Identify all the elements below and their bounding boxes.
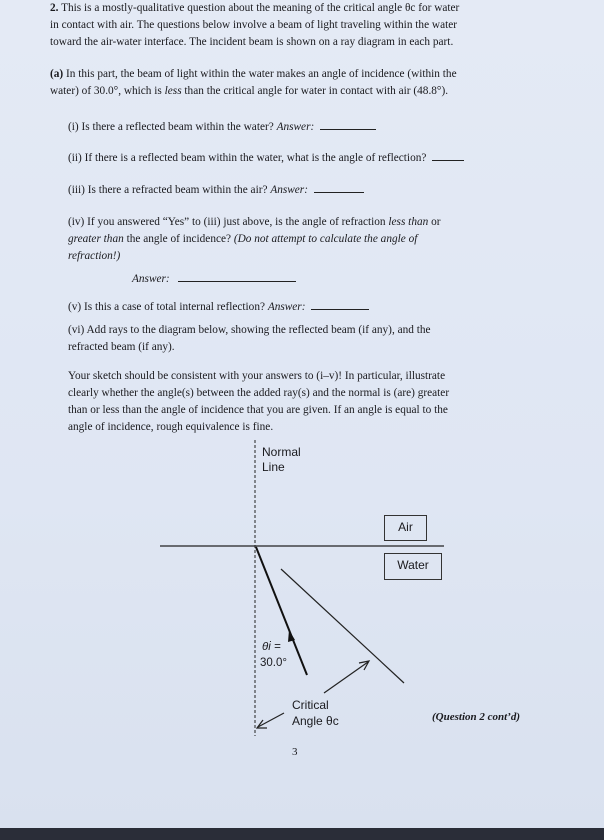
question-text: the angle of incidence? [123, 233, 234, 245]
question-emphasis: less than [388, 216, 429, 228]
question-text: (iii) Is there a refracted beam within the air? [68, 184, 271, 196]
question-note: refraction!) [68, 250, 121, 262]
theta-i-label: θi = [262, 641, 281, 653]
critical-label-1: Critical [292, 698, 329, 712]
question-text: or [428, 216, 441, 228]
theta-i-value: 30.0° [260, 657, 287, 669]
answer-label: Answer: [276, 121, 315, 133]
intro-text: This is a mostly-qualitative question about the meaning of the critical angle θc for water [61, 2, 460, 14]
question-text: (iv) If you answered “Yes” to (iii) just above, is the angle of refraction [68, 216, 389, 228]
question-emphasis: greater than [68, 233, 124, 245]
question-text: (i) Is there a reflected beam within the water? [68, 121, 277, 133]
critical-pointer-arrow [324, 662, 368, 693]
instructions-line-1: Your sketch should be consistent with your answers to (i–v)! In particular, illustrate [68, 370, 446, 382]
instructions-line-4: angle of incidence, rough equivalence is fine. [68, 421, 274, 433]
part-a-emphasis: less [164, 85, 182, 97]
normal-label-2: Line [262, 460, 285, 474]
question-text: (ii) If there is a reflected beam within the water, what is the angle of reflection? [68, 152, 427, 164]
critical-label-2: Angle θc [292, 714, 339, 728]
answer-label: Answer: [267, 301, 306, 313]
air-label-box: Air [384, 515, 427, 541]
water-label-box: Water [384, 553, 442, 580]
intro-line-3: toward the air-water interface. The incident beam is shown on a ray diagram in each part. [50, 36, 454, 48]
answer-label: Answer: [270, 184, 308, 196]
part-a-text: than the critical angle for water in contact with air (48.8°). [181, 85, 449, 97]
part-a-label: (a) [50, 68, 64, 80]
intro-line-2: in contact with air. The questions below involve a beam of light traveling within the water [50, 19, 458, 31]
question-text: (v) Is this a case of total internal reflection? [68, 301, 268, 313]
critical-pointer-arrow-left [258, 713, 284, 727]
critical-angle-ray [281, 569, 404, 683]
page-number: 3 [292, 746, 298, 758]
answer-label: Answer: [132, 273, 170, 285]
normal-label-1: Normal [262, 445, 301, 459]
incident-ray-arrow-icon [288, 630, 295, 642]
question-vi-line-2: refracted beam (if any). [68, 341, 175, 353]
page-edge-shadow [0, 828, 604, 840]
instructions-line-3: than or less than the angle of incidence that you are given. If an angle is equal to the [68, 404, 448, 416]
arrowhead-icon [257, 720, 267, 728]
question-vi-line-1: (vi) Add rays to the diagram below, showing the reflected beam (if any), and the [68, 324, 431, 336]
continued-note: (Question 2 cont’d) [432, 711, 520, 723]
instructions-line-2: clearly whether the angle(s) between the added ray(s) and the normal is (are) greater [68, 387, 450, 399]
question-number: 2. [50, 2, 59, 14]
part-a-text: water) of 30.0°, which is [50, 85, 165, 97]
question-note: (Do not attempt to calculate the angle of [233, 233, 418, 245]
part-a-text: In this part, the beam of light within the water makes an angle of incidence (within the [66, 68, 457, 80]
